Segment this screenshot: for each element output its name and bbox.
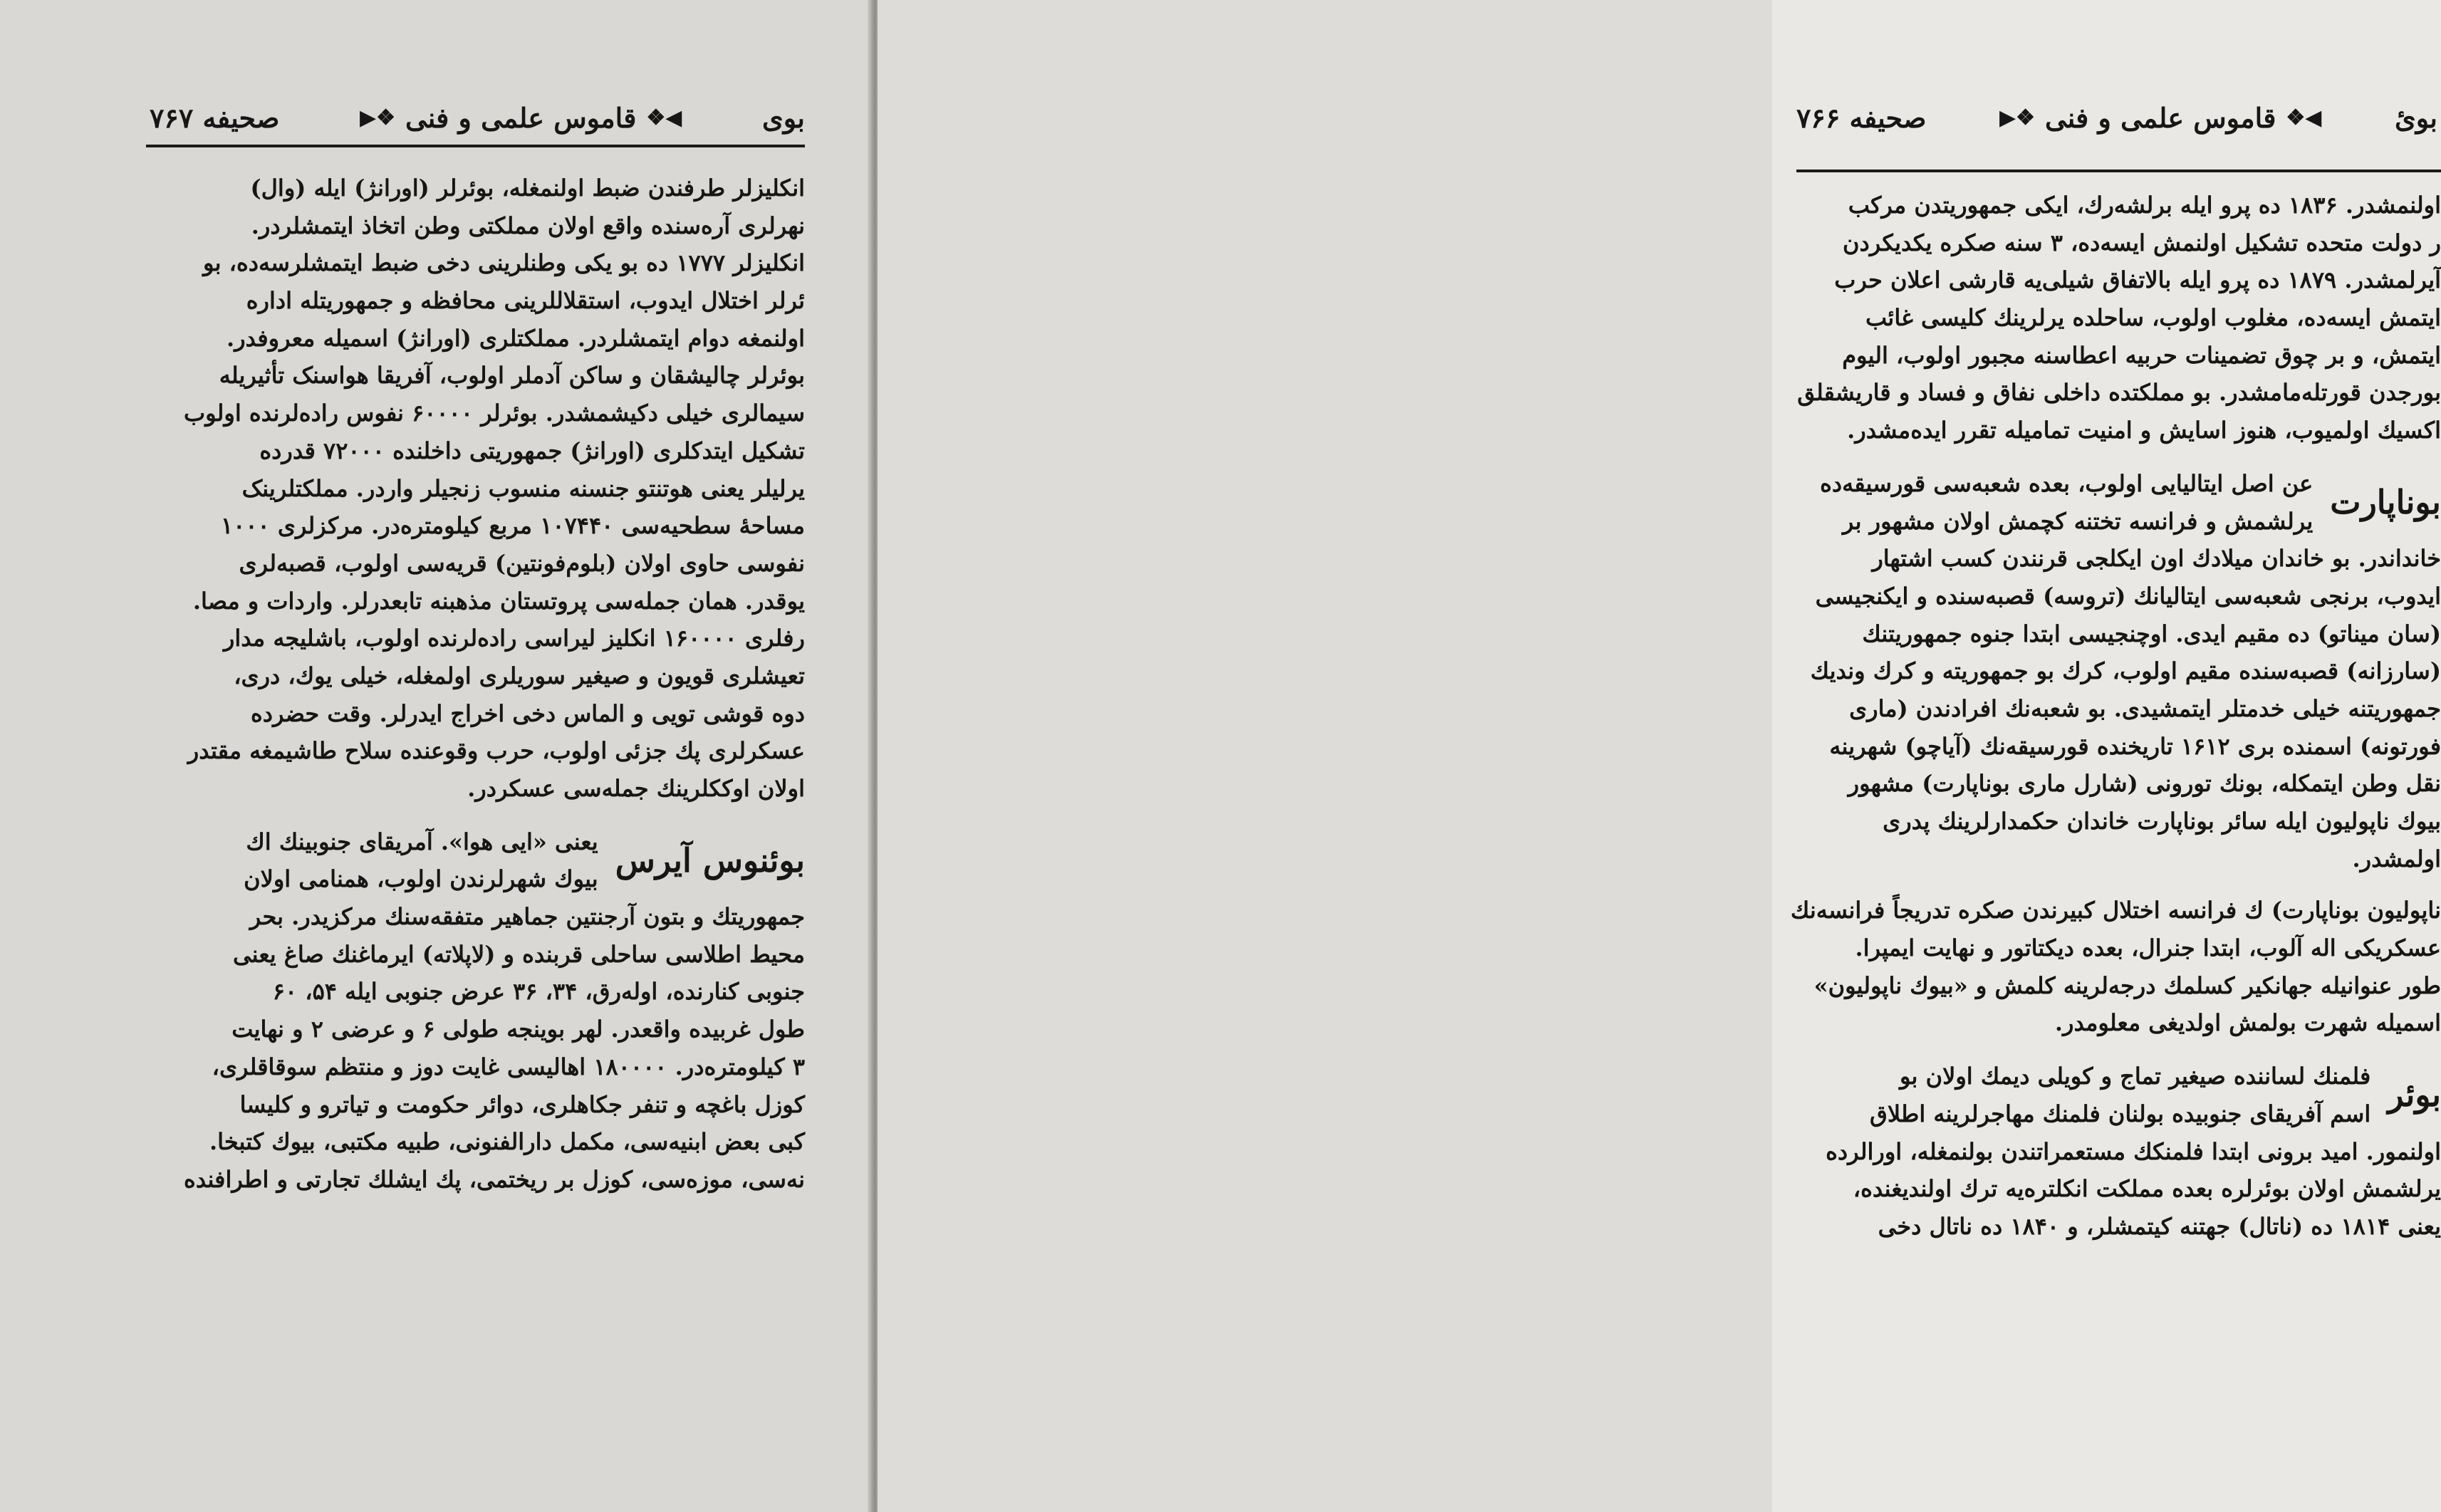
right-paragraph-1 (1796, 187, 2441, 449)
text-line: جمهوریتك و بتون آرجنتین جماهیر متفقه‌سنك مرکزیدر. بحر (249, 903, 805, 931)
ornament-icon: ❖▶ (360, 105, 396, 130)
text-line: رفلری ۱۶۰۰۰۰ انکلیز لیراسی راده‌لرنده اولوب، باشلیجه مدار (223, 625, 805, 652)
left-header-title-group (360, 102, 682, 134)
text-line: نه‌سی، موزه‌سی، کوزل بر ریختمی، پك ایشلك تجارتی و اطرافنده (183, 1165, 805, 1193)
ornament-icon: ❖▶ (1999, 105, 2036, 130)
text-line: یعنی ۱۸۱۴ ده (ناتال) جهتنه کیتمشلر، و ۱۸۴۰ ده ناتال دخی (1878, 1212, 2441, 1240)
dictionary-entry-bonaparte (1796, 465, 2441, 540)
text-line: عن اصل ایتالیایی اولوب، بعده شعبه‌سی قورسیقه‌ده (1820, 469, 2314, 497)
entry-headword: بوئنوس آیرس (615, 841, 805, 880)
left-header-rule (146, 145, 805, 147)
text-line: اسمیله شهرت بولمش اولدیغی معلومدر. (2054, 1009, 2441, 1037)
text-line: بوئرلر چالیشقان و ساکن آدملر اولوب، آفریقا هواسنک تأثیریله (219, 362, 805, 390)
text-line: یوقدر. همان جمله‌سی پروتستان مذهبنه تابعدرلر. واردات و مصا. (192, 587, 805, 615)
text-line: (سان میناتو) ده مقیم ایدی. اوچنجیسی ابتدا جنوه جمهوریتنك (1862, 620, 2441, 647)
text-line: آیرلمشدر. ۱۸۷۹ ده پرو ایله بالاتفاق شیلی‌یه قارشی اعلان حرب (1834, 266, 2441, 294)
right-paragraph-3 (1790, 892, 2441, 1042)
text-line: دوه قوشی تویی و الماس دخی اخراج ایدرلر. وقت حضرده (250, 699, 805, 727)
text-line: طور عنوانیله جهانکیر کسلمك درجه‌لرینه کلمش و «بیوك ناپولیون» (1813, 971, 2441, 999)
right-paragraph-2 (1796, 540, 2441, 877)
text-line: انکلیزلر طرفندن ضبط اولنمغله، بوئرلر (اورانژ) ایله (وال) (250, 174, 805, 202)
text-line: جمهوریتنه خیلی خدمتلر ایتمشیدی. بو شعبه‌نك افرادندن (ماری (1849, 694, 2441, 722)
right-header-title-group (1999, 102, 2321, 134)
dictionary-entry-boer (1796, 1058, 2441, 1132)
text-line: (سارزانه) قصبه‌سنده مقیم اولوب، کرك بو جمهوریته و کرك وندیك (1810, 657, 2441, 685)
paragraph-gap (1796, 877, 2441, 892)
text-line: نفوسی حاوی اولان (بلوم‌فونتین) قریه‌سی اولوب، قصبه‌لری (239, 549, 805, 577)
text-line: یرلیلر یعنی هوتنتو جنسنه منسوب زنجیلر واردر. مملکتلرینک (241, 474, 805, 502)
right-page (878, 0, 2441, 1512)
text-line: محیط اطلاسی ساحلی قربنده و (لاپلاته) ایرماغنك صاغ یعنی (232, 940, 805, 968)
right-paragraph-4 (1796, 1133, 2441, 1246)
text-line: نقل وطن ایتمکله، بونك تورونی (شارل ماری بوناپارت) مشهور (1848, 770, 2441, 798)
right-header-rule (1796, 170, 2441, 172)
left-header-word: بوی (762, 101, 805, 134)
left-page (0, 0, 873, 1512)
entry-lines (1796, 465, 2313, 540)
left-page-number: صحیفه ۷۶۷ (150, 101, 280, 134)
ornament-icon: ◀❖ (2286, 105, 2322, 130)
text-line: فلمنك لساننده صیغیر تماج و کویلی دیمك اولان بو (1900, 1063, 2371, 1090)
right-header-word: بوئ (2395, 101, 2437, 134)
text-line: ر دولت متحده تشکیل اولنمش ایسه‌ده، ۳ سنه صکره یکدیکردن (1843, 229, 2441, 256)
text-line: اولنمشدر. ۱۸۳۶ ده پرو ایله برلشه‌رك، ایکی جمهوریتدن مرکب (1848, 192, 2441, 219)
text-line: کوزل باغچه و تنفر جکاهلری، دوائر حکومت و تیاترو و کلیسا (239, 1090, 805, 1118)
left-page-header (150, 93, 805, 142)
text-line: نهرلری آره‌سنده واقع اولان مملکتی وطن اتخاذ ایتمشلردر. (251, 212, 805, 239)
text-line: بیوك شهرلرندن اولوب، همنامی اولان (244, 865, 598, 893)
text-line: عسکرلری پك جزئی اولوب، حرب وقوعنده سلاح طاشیمغه مقتدر (187, 737, 805, 765)
text-line: ایتمش، و بر چوق تضمینات حربیه اعطاسنه مجبور اولوب، الیوم (1842, 341, 2441, 369)
text-line: ناپولیون بوناپارت) ك فرانسه اختلال کبیرندن صکره تدریجاً فرانسه‌نك (1790, 897, 2441, 924)
dictionary-entry-buenos-aires (150, 823, 805, 898)
text-line: اولان اوککلرینك جمله‌سی عسکردر. (467, 775, 805, 802)
right-header-title: قاموس علمی و فنی (2045, 101, 2276, 134)
text-line: ئرلر اختلال ایدوب، استقلاللرینی محافظه و جمهوریتله اداره (246, 287, 805, 315)
text-line: عسکریکی اله آلوب، ابتدا جنرال، بعده دیکتاتور و نهایت ایمپرا. (1855, 934, 2441, 962)
text-line: مساحهٔ سطحیه‌سی ۱۰۷۴۴۰ مربع کیلومتره‌در. مرکزلری ۱۰۰۰ (220, 512, 805, 540)
left-page-body (150, 170, 805, 1199)
text-line: بیوك ناپولیون ایله سائر بوناپارت خاندان حکمدارلرینك پدری (1883, 808, 2441, 835)
text-line: یرلشمش اولان بوئرلره بعده مملکت انکلتره‌یه ترك اولنديغنده، (1853, 1175, 2441, 1203)
text-line: اولنمور. امید برونی ابتدا فلمنکك مستعمراتندن بولنمغله، اورالرده (1826, 1137, 2441, 1165)
text-line: یرلشمش و فرانسه تختنه کچمش اولان مشهور بر (1842, 507, 2314, 535)
left-paragraph-2 (150, 898, 805, 1199)
text-line: تشکیل ایتدکلری (اورانژ) جمهوریتی داخلنده ۷۲۰۰۰ قدرده (259, 437, 805, 464)
text-line: اسم آفریقای جنوبیده بولنان فلمنك مهاجرلرینه اطلاق (1869, 1100, 2371, 1127)
text-line: اولنمغه دوام ایتمشلردر. مملکتلری (اورانژ) اسمیله معروفدر. (226, 324, 805, 352)
text-line: ایدوب، برنجی شعبه‌سی ایتالیانك (تروسه) قصبه‌سنده و ایکنجیسی (1815, 582, 2441, 610)
text-line: یعنی «ایی هوا». آمریقای جنوبینك اك (246, 828, 598, 855)
text-line: اولمشدر. (2352, 845, 2441, 872)
text-line: ایتمش ایسه‌ده، مغلوب اولوب، ساحلده یرلرینك کلیسی غائب (1865, 304, 2441, 332)
text-line: طول غربیده واقعدر. لهر بوینجه طولی ۶ و عرضی ۲ و نهایت (231, 1016, 805, 1043)
ornament-icon: ◀❖ (646, 105, 682, 130)
entry-headword: بوناپارت (2330, 483, 2441, 522)
right-page-number: صحیفه ۷۶۶ (1796, 101, 1927, 134)
left-paragraph-1 (150, 170, 805, 808)
text-line: فورتونه) اسمنده بری ۱۶۱۲ تاریخنده قورسیقه‌نك (آیاچو) شهرینه (1829, 732, 2441, 760)
text-line: کبی بعض ابنیه‌سی، مکمل دارالفنونی، طبیه مکتبی، بیوك کتبخا. (209, 1128, 805, 1156)
text-line: اکسیك اولمیوب، هنوز اسایش و امنیت تمامیله تقرر ایده‌مشدر. (1847, 417, 2441, 444)
text-line: سیمالری خیلی دکیشمشدر. بوئرلر ۶۰۰۰۰ نفوس راده‌لرنده اولوب (184, 400, 805, 427)
entry-lines (1796, 1058, 2370, 1132)
text-line: بورجدن قورتله‌مامشدر. بو مملکتده داخلی نفاق و فساد و قاریشقلق (1797, 379, 2441, 407)
text-line: خانداندر. بو خاندان میلادك اون ایکلجی قرنندن کسب اشتهار (1872, 545, 2441, 573)
entry-lines (150, 823, 598, 898)
text-line: جنوبی کنارنده، اوله‌رق، ۳۴، ۳۶ عرض جنوبی ایله ۵۴، ۶۰ (272, 978, 805, 1006)
text-line: تعیشلری قویون و صیغیر سوریلری اولمغله، خیلی یوك، دری، (234, 662, 805, 689)
text-line: انکلیزلر ۱۷۷۷ ده بو یکی وطنلرینی دخی ضبط ایتمشلر‌سه‌ده، بو (203, 249, 805, 277)
left-header-title: قاموس علمی و فنی (405, 101, 637, 134)
entry-headword: بوئر (2388, 1075, 2441, 1115)
right-page-header (1796, 93, 2437, 142)
text-line: ۳ کیلومتره‌در. ۱۸۰۰۰۰ اهالیسی غایت دوز و منتظم سوقاقلری، (212, 1053, 805, 1080)
right-page-body (1790, 187, 2441, 1246)
